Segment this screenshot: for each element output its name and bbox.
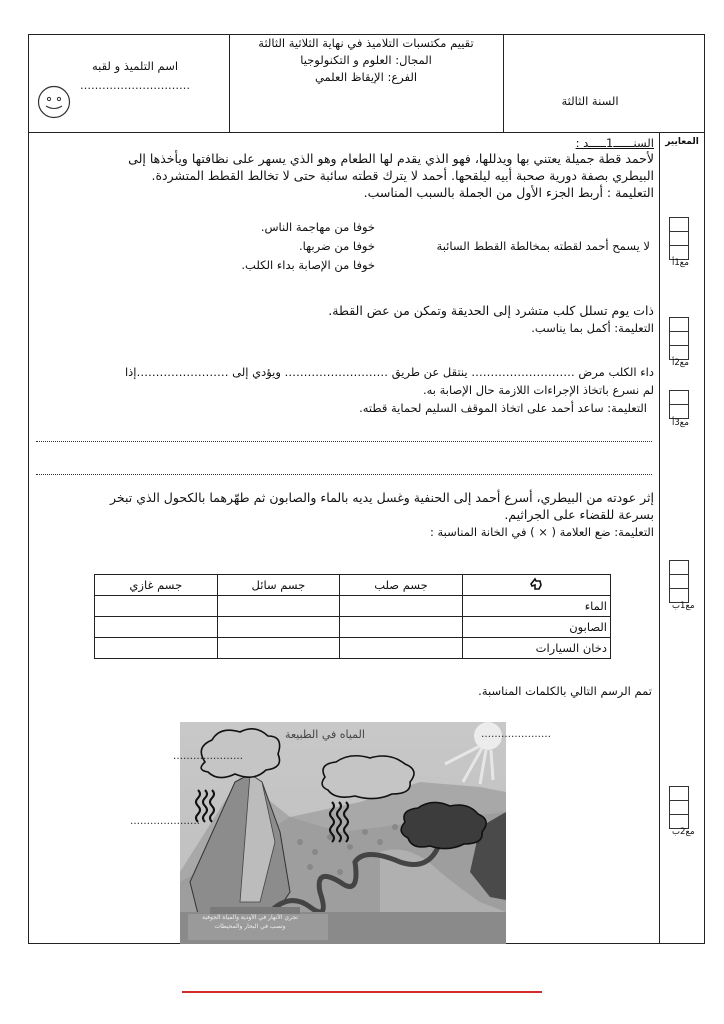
instruction-3: التعليمة: ساعد أحمد على اتخاذ الموقف السليم لحماية قطته.: [359, 401, 647, 415]
table-row: [95, 638, 611, 659]
student-name-label: اسم التلميذ و لقبه: [91, 59, 179, 73]
cell-water-gas[interactable]: [95, 596, 218, 617]
criteria-column-divider: [659, 132, 660, 944]
score-label-3a: مع3أ: [672, 418, 689, 428]
diagram-instruction: تمم الرسم التالي بالكلمات المناسبة.: [478, 684, 652, 698]
criteria-header: المعايير: [665, 137, 699, 147]
column-header-solid: جسم صلب: [340, 575, 463, 596]
header-divider: [28, 132, 705, 133]
header-col-divider-right: [503, 34, 504, 132]
pointing-hand-icon: [529, 577, 543, 591]
score-box-2a[interactable]: [669, 317, 689, 360]
cell-soap-liquid[interactable]: [217, 617, 340, 638]
answer-line-2[interactable]: [36, 474, 652, 475]
label-blank-cloud[interactable]: …………………: [173, 751, 243, 762]
cell-soap-solid[interactable]: [340, 617, 463, 638]
instruction-2: التعليمة: أكمل بما يناسب.: [531, 321, 654, 335]
score-label-2b: مع2ب: [672, 827, 695, 837]
section-title: السنــــــ1ـــــد :: [575, 136, 654, 150]
exam-title: تقييم مكتسبات التلاميذ في نهاية الثلاثية الثالثة: [258, 36, 474, 50]
grade-label: السنة الثالثة: [561, 94, 619, 108]
fill-in-sentence[interactable]: داء الكلب مرض ……………………… ينتقل عن طريق ……………………… ويؤدي إلى ……………………إذا: [124, 365, 654, 379]
diagram-caption-line2: وتصب في البحار والمحيطات: [214, 923, 286, 930]
score-box-1b[interactable]: [669, 560, 689, 603]
cell-smoke-liquid[interactable]: [217, 638, 340, 659]
answer-line-1[interactable]: [36, 441, 652, 442]
column-header-gas: جسم غازي: [95, 575, 218, 596]
table-row: [95, 617, 611, 638]
row-label-car-smoke: دخان السيارات: [462, 638, 610, 659]
red-divider-line: [182, 991, 542, 993]
cell-smoke-gas[interactable]: [95, 638, 218, 659]
cloud-middle: [322, 756, 414, 799]
story-paragraph-line1: لأحمد قطة جميلة يعتني بها ويدللها، فهو الذي يقدم لها الطعام وهو الذي يسهر على نظافتها ويأخذها إلى: [128, 151, 654, 166]
reason-option-1[interactable]: خوفا من مهاجمة الناس.: [260, 220, 375, 234]
header-col-divider-left: [229, 34, 230, 132]
smiley-icon: [37, 85, 71, 119]
story-paragraph-2: ذات يوم تسلل كلب متشرد إلى الحديقة وتمكن من عض القطة.: [328, 303, 654, 318]
column-header-liquid: جسم سائل: [217, 575, 340, 596]
row-label-soap: الصابون: [462, 617, 610, 638]
score-box-3a[interactable]: [669, 390, 689, 419]
rain-cloud: [401, 802, 486, 848]
sentence-start: لا يسمح أحمد لقطته بمخالطة القطط السائبة: [436, 239, 650, 253]
instruction-4: التعليمة: ضع العلامة ( × ) في الخانة المناسبة :: [429, 525, 654, 539]
score-label-1b: مع1ب: [672, 601, 695, 611]
cell-water-liquid[interactable]: [217, 596, 340, 617]
cell-soap-gas[interactable]: [95, 617, 218, 638]
label-blank-sun[interactable]: …………………: [481, 729, 551, 740]
alcohol-paragraph-line1: إثر عودته من البيطري، أسرع أحمد إلى الحنفية وغسل يديه بالماء والصابون ثم طهّرهما بالكحول الذي تبخر: [110, 490, 654, 505]
score-box-2b[interactable]: [669, 786, 689, 829]
reason-option-2[interactable]: خوفا من ضربها.: [298, 239, 375, 253]
exam-branch: الفرع: الإيقاظ العلمي: [314, 70, 418, 84]
diagram-caption-line1: تجري الأنهار في الأودية والمياه الجوفية: [202, 914, 298, 921]
states-of-matter-table: [94, 574, 611, 659]
fill-in-sentence-continued: لم نسرع باتخاذ الإجراءات اللازمة حال الإصابة به.: [422, 383, 654, 397]
score-label-2a: مع2أ: [672, 358, 689, 368]
story-paragraph-line2: البيطري بصفة دورية صحبة أبيه ليلقحها. أحمد لا يترك قطته سائبة حتى لا تخالط القطط المتشردة.: [151, 168, 654, 183]
score-label-1a: مع1أ: [672, 258, 689, 268]
table-row: [95, 596, 611, 617]
diagram-title: المياه في الطبيعة: [285, 728, 365, 741]
table-header-icon-cell: [462, 575, 610, 596]
score-box-1a[interactable]: [669, 217, 689, 260]
student-name-field[interactable]: …………………………: [80, 79, 190, 92]
reason-option-3[interactable]: خوفا من الإصابة بداء الكلب.: [241, 258, 375, 272]
exam-domain: المجال: العلوم و التكنولوجيا: [300, 53, 432, 67]
label-blank-evaporation[interactable]: …………………: [130, 816, 200, 827]
row-label-water: الماء: [462, 596, 610, 617]
cell-water-solid[interactable]: [340, 596, 463, 617]
alcohol-paragraph-line2: بسرعة للقضاء على الجراثيم.: [504, 507, 654, 522]
cell-smoke-solid[interactable]: [340, 638, 463, 659]
instruction-1: التعليمة : أربط الجزء الأول من الجملة بالسبب المناسب.: [363, 185, 654, 200]
